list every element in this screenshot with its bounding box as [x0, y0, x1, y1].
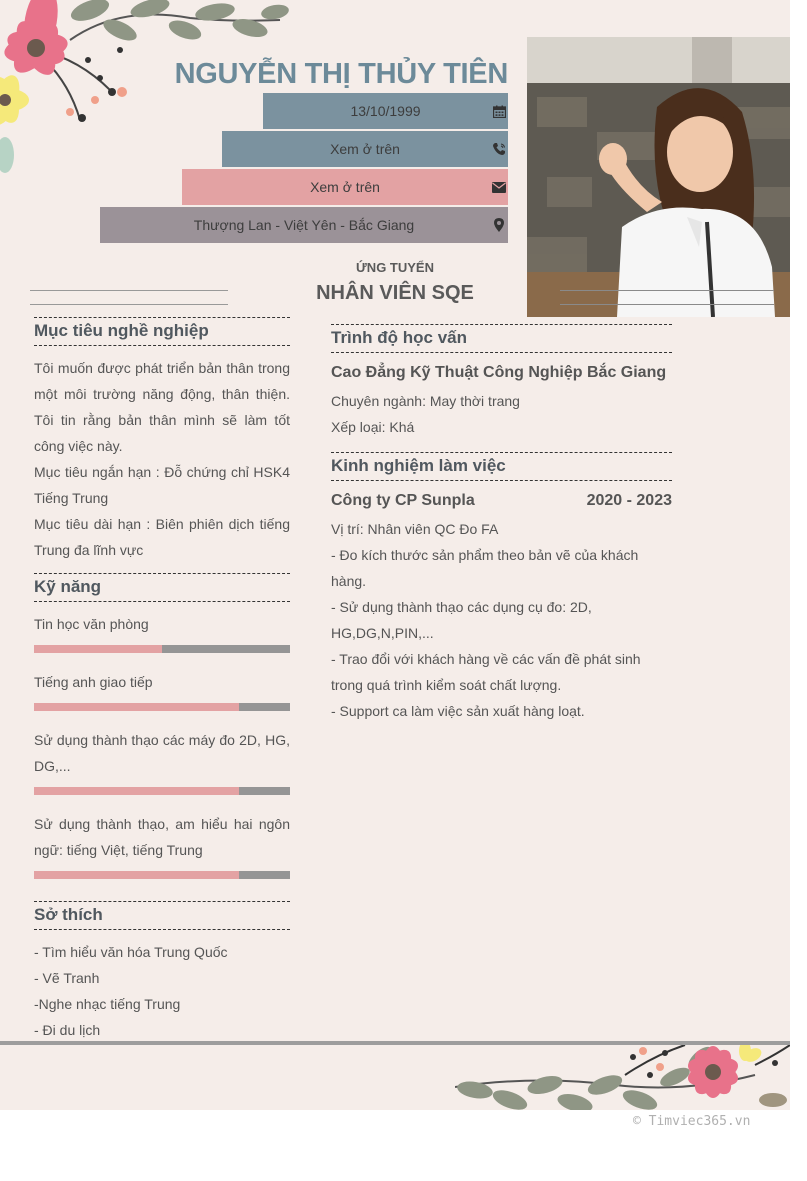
candidate-name: NGUYỄN THỊ THỦY TIÊN	[174, 58, 508, 90]
right-column	[331, 324, 672, 724]
skills-list	[34, 611, 290, 879]
contact-phone	[222, 131, 508, 167]
left-column	[34, 317, 290, 1043]
profile-photo	[527, 37, 790, 317]
skills-heading: Kỹ năng	[34, 573, 290, 602]
career-goal-section	[34, 355, 290, 563]
skill-level-fill	[34, 787, 239, 795]
skill-level-bar	[34, 645, 290, 653]
contact-address	[100, 207, 508, 243]
hobbies-heading: Sở thích	[34, 901, 290, 930]
experience-section	[331, 490, 672, 724]
experience-heading: Kinh nghiệm làm việc	[331, 452, 672, 481]
contact-email	[182, 169, 508, 205]
contact-address-value: Thượng Lan - Việt Yên - Bắc Giang	[193, 217, 415, 233]
skill-level-bar	[34, 703, 290, 711]
divider-line	[30, 290, 228, 291]
skill-level-fill	[34, 645, 162, 653]
skill-name: Tin học văn phòng	[34, 616, 149, 632]
education-heading: Trình độ học vấn	[331, 324, 672, 353]
map-marker-icon	[492, 217, 506, 233]
contact-phone-value: Xem ở trên	[330, 141, 400, 157]
watermark: © Timviec365.vn	[633, 1114, 751, 1129]
skill-level-bar	[34, 871, 290, 879]
skill-name: Tiếng anh giao tiếp	[34, 674, 153, 690]
experience-line: Vị trí: Nhân viên QC Đo FA	[331, 521, 499, 537]
skill-level-bar	[34, 787, 290, 795]
floral-decoration-bottom	[455, 1045, 790, 1110]
divider-line	[30, 304, 228, 305]
contact-birthday-value: 13/10/1999	[350, 103, 421, 119]
divider-line	[560, 304, 774, 305]
apply-label: ỨNG TUYỂN	[356, 260, 434, 275]
contact-birthday	[263, 93, 508, 129]
experience-header	[331, 490, 672, 512]
experience-line: - Support ca làm việc sản xuất hàng loạt.	[331, 703, 585, 719]
skill-level-fill	[34, 871, 239, 879]
experience-line: - Đo kích thước sản phẩm theo bản vẽ của khách hàng.	[331, 547, 639, 589]
work-period: 2020 - 2023	[586, 492, 672, 509]
hobby-item: -Nghe nhạc tiếng Trung	[34, 996, 181, 1012]
phone-icon	[492, 141, 506, 157]
short-term-goal: Mục tiêu ngắn hạn : Đỗ chứng chỉ HSK4 Tiếng Trung	[34, 464, 290, 506]
hobby-item: - Vẽ Tranh	[34, 970, 100, 986]
education-section	[331, 362, 672, 440]
apply-position: NHÂN VIÊN SQE	[316, 282, 474, 304]
envelope-icon	[492, 179, 506, 195]
hobbies-list	[34, 939, 290, 1043]
divider-line	[560, 290, 774, 291]
career-goal-heading: Mục tiêu nghề nghiệp	[34, 317, 290, 346]
hobby-item: - Đi du lịch	[34, 1022, 101, 1038]
calendar-icon	[492, 103, 506, 119]
skill-name: Sử dụng thành thạo các máy đo 2D, HG, DG,...	[34, 732, 290, 774]
experience-line: - Sử dụng thành thạo các dụng cụ đo: 2D, HG,DG,N,PIN,...	[331, 599, 592, 641]
company-name: Công ty CP Sunpla	[331, 492, 475, 509]
education-major: Chuyên ngành: May thời trang	[331, 393, 520, 409]
skill-level-fill	[34, 703, 239, 711]
experience-line: - Trao đổi với khách hàng về các vấn đề phát sinh trong quá trình kiểm soát chất lượng.	[331, 651, 641, 693]
school-name: Cao Đẳng Kỹ Thuật Công Nghiệp Bắc Giang	[331, 364, 667, 381]
career-goal-text: Tôi muốn được phát triển bản thân trong một môi trường năng động, thân thiện. Tôi tin rằng bản thân mình sẽ làm tốt công việc này.	[34, 360, 290, 454]
experience-details	[331, 516, 672, 724]
long-term-goal: Mục tiêu dài hạn : Biên phiên dịch tiếng Trung đa lĩnh vực	[34, 516, 290, 558]
skill-name: Sử dụng thành thạo, am hiểu hai ngôn ngữ: tiếng Việt, tiếng Trung	[34, 816, 290, 858]
hobby-item: - Tìm hiểu văn hóa Trung Quốc	[34, 944, 228, 960]
contact-email-value: Xem ở trên	[310, 179, 380, 195]
education-rank: Xếp loại: Khá	[331, 419, 415, 435]
